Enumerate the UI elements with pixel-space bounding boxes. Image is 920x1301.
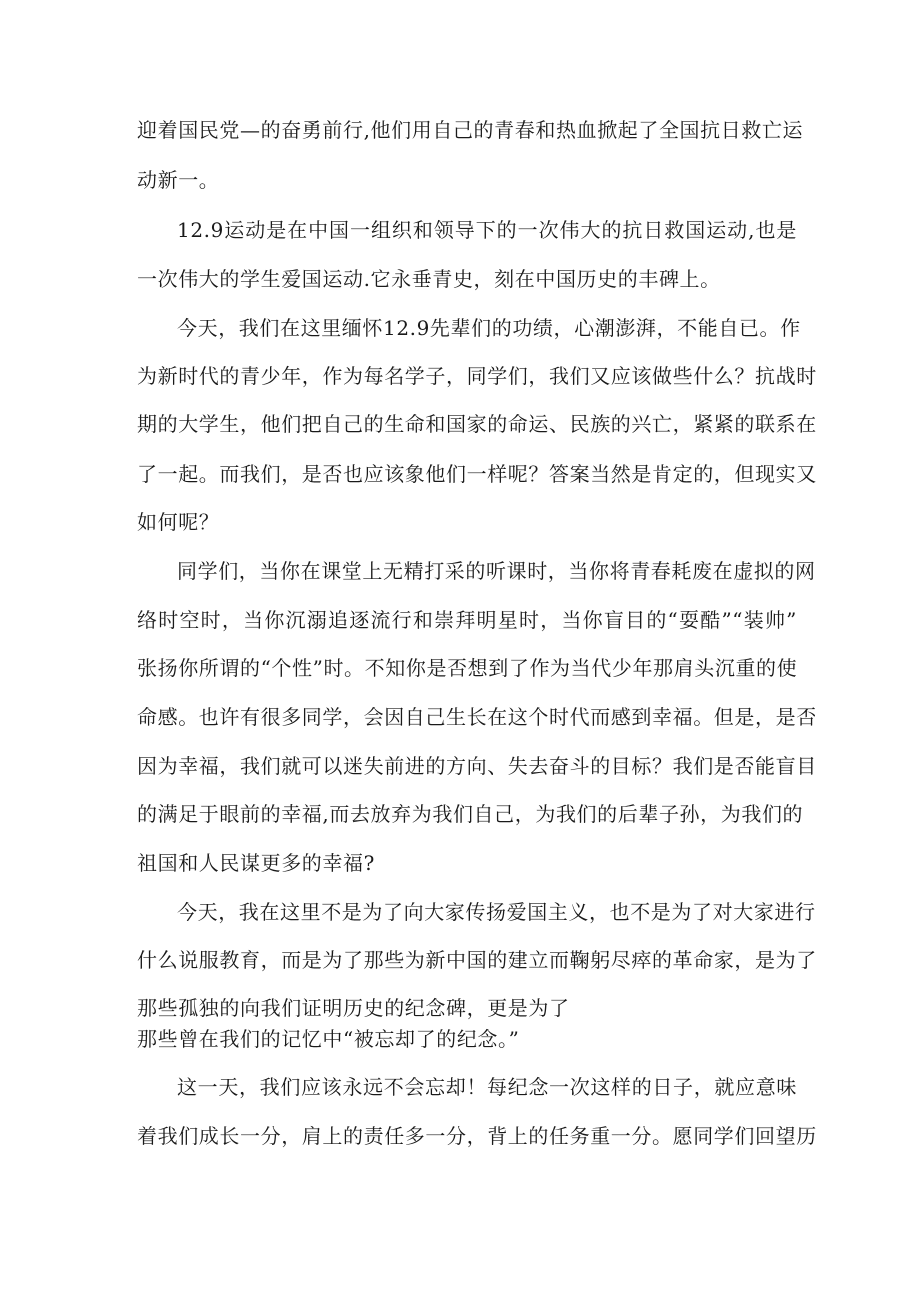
text-line: 那些孤独的向我们证明历史的纪念碑，更是为了 [137, 996, 570, 1020]
text-line: 迎着国民党—的奋勇前行,他们用自己的青春和热血掀起了全国抗日救亡运 [137, 118, 804, 142]
text-line: 祖国和人民谋更多的幸福? [137, 851, 375, 875]
text-line: 着我们成长一分，肩上的责任多一分，背上的任务重一分。愿同学们回望历 [137, 1124, 817, 1148]
text-line: 今天，我们在这里缅怀12.9先辈们的功绩，心潮澎湃，不能自已。作 [177, 316, 801, 340]
text-line: 动新一。 [137, 168, 220, 192]
text-line: 同学们，当你在课堂上无精打采的听课时，当你将青春耗废在虚拟的网 [177, 559, 816, 583]
text-line: 12.9运动是在中国一组织和领导下的一次伟大的抗日救国运动,也是 [177, 218, 797, 242]
text-line: 了一起。而我们，是否也应该象他们一样呢？答案当然是肯定的，但现实又 [137, 462, 817, 486]
text-line: 今天，我在这里不是为了向大家传扬爱国主义，也不是为了对大家进行 [177, 900, 816, 924]
text-line: 络时空时，当你沉溺追逐流行和崇拜明星时，当你盲目的“耍酷”“装帅” [137, 608, 797, 632]
text-line: 的满足于眼前的幸福,而去放弃为我们自己，为我们的后辈子孙，为我们的 [137, 802, 804, 826]
text-line: 一次伟大的学生爱国运动.它永垂青史，刻在中国历史的丰碑上。 [137, 267, 721, 291]
text-line: 张扬你所谓的“个性”时。不知你是否想到了作为当代少年那肩头沉重的使 [137, 656, 798, 680]
text-line: 期的大学生，他们把自己的生命和国家的命运、民族的兴亡，紧紧的联系在 [137, 412, 817, 436]
text-line: 为新时代的青少年，作为每名学子，同学们，我们又应该做些什么？抗战时 [137, 364, 817, 388]
text-line: 什么说服教育，而是为了那些为新中国的建立而鞠躬尽瘁的革命家，是为了 [137, 948, 817, 972]
text-line: 这一天，我们应该永远不会忘却！每纪念一次这样的日子，就应意味 [177, 1075, 797, 1099]
text-line: 那些曾在我们的记忆中“被忘却了的纪念。” [137, 1027, 520, 1051]
text-line: 如何呢？ [137, 510, 220, 534]
text-line: 因为幸福，我们就可以迷失前进的方向、失去奋斗的目标？我们是否能盲目 [137, 754, 817, 778]
text-line: 命感。也许有很多同学，会因自己生长在这个时代而感到幸福。但是，是否 [137, 705, 817, 729]
